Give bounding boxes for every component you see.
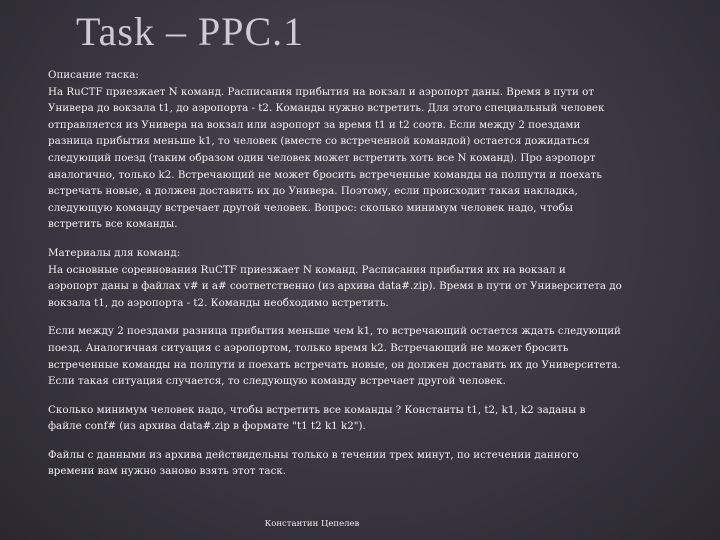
- paragraph-validity-note: [48, 447, 684, 480]
- slide-title: Task – PPC.1: [76, 9, 305, 54]
- text-line: Файлы с данными из архива действидельны только в течении трех минут, по истечении данного: [48, 448, 579, 461]
- text-line: Описание таска:: [48, 69, 139, 81]
- text-line: следующий поезд (таким образом один человек может встретить хоть все N команд). Про аэропорт: [48, 151, 596, 164]
- paragraph-task-description: [48, 67, 684, 233]
- text-line: Универа до вокзала t1, до аэропорта - t2. Команды нужно встретить. Для этого специальный человек: [48, 102, 605, 115]
- text-line: отправляется из Универа на вокзал или аэропорт за время t1 и t2 соотв. Если между 2 поездами: [48, 118, 581, 131]
- text-line: файле conf# (из архива data#.zip в формате "t1 t2 k1 k2").: [48, 420, 366, 433]
- text-line: аналогично, только k2. Встречающий не может бросить встреченные команды на полпути и поехать: [48, 168, 602, 181]
- paragraph-team-materials: [48, 245, 684, 311]
- text-line: поезд. Аналогичная ситуация с аэропортом, только время k2. Встречающий не может бросить: [48, 341, 569, 354]
- text-line: Материалы для команд:: [48, 246, 181, 259]
- text-line: На RuCTF приезжает N команд. Расписания прибытия на вокзал и аэропорт даны. Время в пути от: [48, 85, 595, 98]
- text-line: Сколько минимум человек надо, чтобы встретить все команды ? Константы t1, t2, k1, k2 заданы в: [48, 403, 586, 416]
- text-line: вокзала t1, до аэропорта - t2. Команды необходимо встретить.: [48, 296, 389, 309]
- text-line: Если между 2 поездами разница прибытия меньше чем k1, то встречающий остается ждать следующий: [48, 325, 621, 338]
- text-line: времени вам нужно заново взять этот таск.: [48, 465, 287, 478]
- text-line: встреченные команды на полпути и поехать встречать новые, он должен доставить их до Университета.: [48, 358, 621, 371]
- text-line: разница прибытия меньше k1, то человек (вместе со встреченной командой) остается дожидаться: [48, 135, 590, 148]
- slide-footer: [0, 519, 720, 529]
- text-line: встретить все команды.: [48, 218, 178, 231]
- paragraph-question: [48, 402, 684, 435]
- text-line: следующую команду встречает другой человек. Вопрос: сколько минимум человек надо, чтобы: [48, 201, 573, 214]
- paragraph-waiting-rules: [48, 323, 684, 389]
- text-line: аэропорт даны в файлах v# и a# соответственно (из архива data#.zip). Время в пути от Университета до: [48, 280, 622, 293]
- text-line: На основные соревнования RuCTF приезжает N команд. Расписания прибытия их на вокзал и: [48, 263, 566, 276]
- author-name: Константин Цепелев: [264, 519, 360, 529]
- text-line: встречать новые, а должен доставить их до Универа. Поэтому, если происходит такая накладка,: [48, 185, 578, 198]
- slide-body: [48, 67, 684, 480]
- text-line: Если такая ситуация случается, то следующую команду встречает другой человек.: [48, 375, 506, 388]
